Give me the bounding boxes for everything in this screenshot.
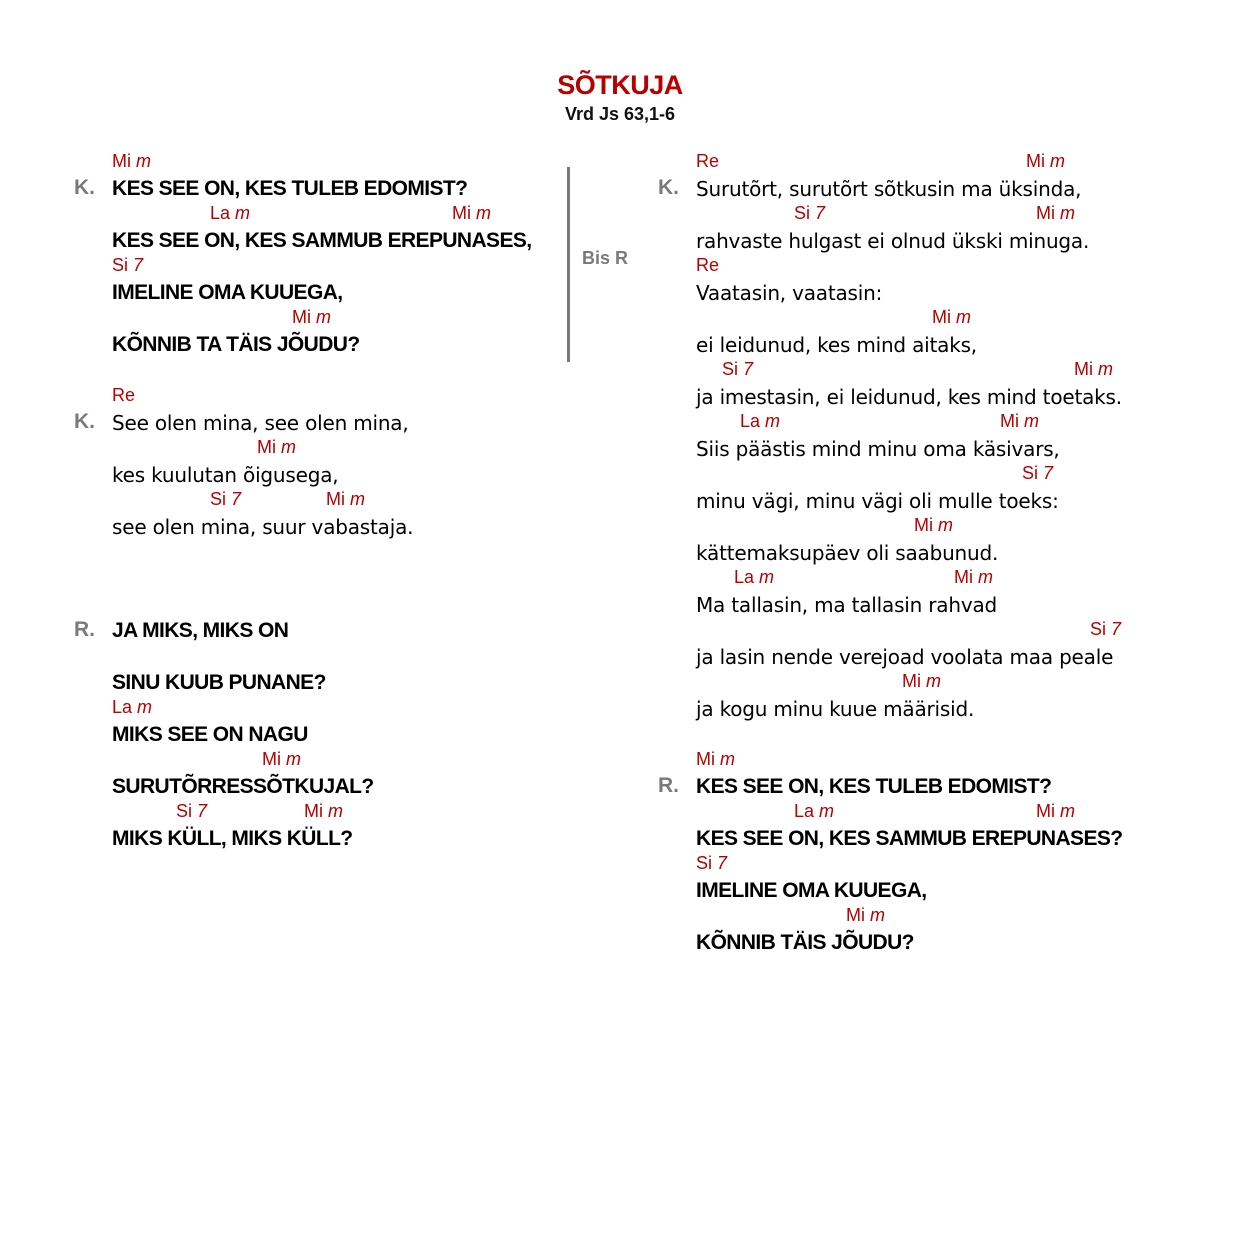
lyric-line: MIKS KÜLL, MIKS KÜLL? xyxy=(112,827,353,850)
lyric-line: minu vägi, minu vägi oli mulle toeks: xyxy=(696,489,1059,513)
chord-row xyxy=(112,800,574,826)
chord-row xyxy=(696,306,1218,332)
chord-root: Mi xyxy=(304,801,323,821)
chord-quality: 7 xyxy=(1043,463,1054,483)
section-label: K. xyxy=(74,176,95,199)
lyric-line: ja kogu minu kuue määrisid. xyxy=(696,697,975,721)
song-line xyxy=(696,670,1218,722)
lyric-line: KES SEE ON, KES TULEB EDOMIST? xyxy=(696,775,1052,798)
chord-quality: m xyxy=(956,307,972,327)
chord xyxy=(722,358,753,380)
lyric-line: KES SEE ON, KES TULEB EDOMIST? xyxy=(112,177,468,200)
lyric-line: SINU KUUB PUNANE? xyxy=(112,671,326,694)
chord-root: Mi xyxy=(932,307,951,327)
chord xyxy=(696,150,719,172)
chord-row xyxy=(112,644,574,670)
section-label: R. xyxy=(658,774,679,797)
lyric-line: ja imestasin, ei leidunud, kes mind toetaks. xyxy=(696,385,1122,409)
chord xyxy=(112,696,152,718)
chord-root: Mi xyxy=(902,671,921,691)
chord xyxy=(1036,800,1075,822)
chord-quality: m xyxy=(137,697,153,717)
chord-quality: m xyxy=(938,515,954,535)
chord-root: Si xyxy=(210,489,227,509)
chord xyxy=(696,852,727,874)
lyric-line: KES SEE ON, KES SAMMUB EREPUNASES? xyxy=(696,827,1123,850)
chord xyxy=(326,488,365,510)
left-block-3 xyxy=(74,592,574,852)
song-line xyxy=(696,150,1218,202)
chord-root: La xyxy=(210,203,231,223)
song-line xyxy=(696,748,1218,800)
chord xyxy=(292,306,331,328)
right-block-2 xyxy=(658,748,1218,956)
chord xyxy=(696,254,719,276)
chord xyxy=(902,670,941,692)
song-line xyxy=(112,696,574,748)
section-label: K. xyxy=(74,410,95,433)
chord xyxy=(262,748,301,770)
bis-bracket-line xyxy=(567,167,570,362)
song-line xyxy=(696,800,1218,852)
song-line xyxy=(696,410,1218,462)
chord-row xyxy=(696,852,1218,878)
chord-quality: m xyxy=(978,567,994,587)
lyric-line: rahvaste hulgast ei olnud ükski minuga. xyxy=(696,229,1090,253)
chord-row xyxy=(112,592,574,618)
chord-row xyxy=(112,488,574,514)
chord-quality: m xyxy=(1050,151,1066,171)
chord xyxy=(112,254,143,276)
chord-quality: m xyxy=(1060,801,1076,821)
chord-root: Re xyxy=(112,385,136,405)
left-column xyxy=(74,150,574,852)
chord-root: Re xyxy=(696,151,720,171)
chord-row xyxy=(696,670,1218,696)
chord-row xyxy=(112,150,574,176)
chord xyxy=(257,436,296,458)
chord-root: Si xyxy=(1090,619,1107,639)
chord-row xyxy=(112,696,574,722)
song-line xyxy=(696,462,1218,514)
chord xyxy=(1000,410,1039,432)
chord-root: La xyxy=(740,411,761,431)
chord-row xyxy=(696,202,1218,228)
chord xyxy=(932,306,971,328)
lyric-line: ja lasin nende verejoad voolata maa peale xyxy=(696,645,1114,669)
song-line xyxy=(696,254,1218,306)
chord-root: Mi xyxy=(452,203,471,223)
chord xyxy=(696,748,735,770)
song-line xyxy=(696,852,1218,904)
chord-row xyxy=(696,748,1218,774)
chord-quality: 7 xyxy=(743,359,754,379)
chord-root: Mi xyxy=(696,749,715,769)
song-line xyxy=(112,800,574,852)
chord-quality: m xyxy=(870,905,886,925)
song-line xyxy=(112,384,574,436)
song-line xyxy=(696,618,1218,670)
bis-label: Bis R xyxy=(582,248,629,268)
chord-row xyxy=(696,514,1218,540)
chord-root: Mi xyxy=(262,749,281,769)
chord-quality: m xyxy=(1098,359,1114,379)
chord xyxy=(1036,202,1075,224)
chord-quality: 7 xyxy=(717,853,728,873)
left-block-2 xyxy=(74,384,574,540)
chord-root: Si xyxy=(722,359,739,379)
chord-quality: m xyxy=(350,489,366,509)
chord-root: La xyxy=(734,567,755,587)
lyric-line: see olen mina, suur vabastaja. xyxy=(112,515,414,539)
chord-quality: m xyxy=(1024,411,1040,431)
song-line xyxy=(696,904,1218,956)
chord-root: Mi xyxy=(1036,801,1055,821)
chord-quality: 7 xyxy=(133,255,144,275)
chord xyxy=(210,488,241,510)
song-line xyxy=(112,592,574,644)
lyric-line: Ma tallasin, ma tallasin rahvad xyxy=(696,593,998,617)
chord-quality: m xyxy=(136,151,152,171)
chord-quality: m xyxy=(281,437,297,457)
song-line xyxy=(112,436,574,488)
chord xyxy=(914,514,953,536)
chord-root: Mi xyxy=(1026,151,1045,171)
chord xyxy=(954,566,993,588)
chord-row xyxy=(696,410,1218,436)
chord-root: Mi xyxy=(257,437,276,457)
lyric-line: ei leidunud, kes mind aitaks, xyxy=(696,333,977,357)
chord-row xyxy=(112,254,574,280)
chord-quality: m xyxy=(328,801,344,821)
chord-root: Mi xyxy=(1036,203,1055,223)
lyric-line: KES SEE ON, KES SAMMUB EREPUNASES, xyxy=(112,229,532,252)
left-block-1 xyxy=(74,150,574,358)
chord-root: Si xyxy=(112,255,129,275)
chord-root: Mi xyxy=(914,515,933,535)
chord-quality: 7 xyxy=(197,801,208,821)
chord-root: Mi xyxy=(954,567,973,587)
chord xyxy=(1022,462,1053,484)
lyric-line: Siis päästis mind minu oma käsivars, xyxy=(696,437,1060,461)
song-title: SÕTKUJA xyxy=(557,70,683,100)
chord-row xyxy=(112,384,574,410)
lyric-line: Vaatasin, vaatasin: xyxy=(696,281,883,305)
chord xyxy=(734,566,774,588)
lyric-line: MIKS SEE ON NAGU xyxy=(112,723,308,746)
chord-quality: m xyxy=(316,307,332,327)
chord-row xyxy=(112,748,574,774)
chord-root: Mi xyxy=(326,489,345,509)
right-block-1 xyxy=(658,150,1218,722)
chord xyxy=(1090,618,1121,640)
song-line xyxy=(696,566,1218,618)
lyric-line: See olen mina, see olen mina, xyxy=(112,411,409,435)
chord xyxy=(740,410,780,432)
song-line xyxy=(112,150,574,202)
lyric-line: IMELINE OMA KUUEGA, xyxy=(696,879,927,902)
chord-row xyxy=(696,566,1218,592)
chord-quality: 7 xyxy=(1111,619,1122,639)
chord-root: Si xyxy=(176,801,193,821)
chord xyxy=(846,904,885,926)
song-line xyxy=(112,488,574,540)
section-label: R. xyxy=(74,618,95,641)
song-line xyxy=(696,306,1218,358)
song-line xyxy=(112,306,574,358)
chord-row xyxy=(696,800,1218,826)
chord-root: La xyxy=(112,697,133,717)
lyric-line: KÕNNIB TA TÄIS JÕUDU? xyxy=(112,333,360,356)
chord-root: Mi xyxy=(112,151,131,171)
song-line xyxy=(696,514,1218,566)
lyric-line: JA MIKS, MIKS ON xyxy=(112,619,289,642)
chord xyxy=(112,150,151,172)
song-line xyxy=(112,202,574,254)
chord-quality: m xyxy=(235,203,251,223)
right-column xyxy=(658,150,1218,956)
lyric-line: IMELINE OMA KUUEGA, xyxy=(112,281,343,304)
chord xyxy=(1074,358,1113,380)
chord-row xyxy=(696,358,1218,384)
chord-quality: m xyxy=(759,567,775,587)
chord-row xyxy=(112,202,574,228)
chord-quality: m xyxy=(720,749,736,769)
chord xyxy=(452,202,491,224)
chord-row xyxy=(696,618,1218,644)
chord-root: Si xyxy=(696,853,713,873)
lyric-line: KÕNNIB TÄIS JÕUDU? xyxy=(696,931,914,954)
lyric-line: Surutõrt, surutõrt sõtkusin ma üksinda, xyxy=(696,177,1082,201)
chord-root: La xyxy=(794,801,815,821)
chord xyxy=(794,800,834,822)
section-label: K. xyxy=(658,176,679,199)
chord-row xyxy=(112,436,574,462)
chord-row xyxy=(696,904,1218,930)
chord-root: Mi xyxy=(1074,359,1093,379)
song-line xyxy=(696,202,1218,254)
chord-row xyxy=(696,254,1218,280)
chord-row xyxy=(696,150,1218,176)
chord-quality: m xyxy=(1060,203,1076,223)
chord-quality: m xyxy=(819,801,835,821)
lyric-line: kes kuulutan õigusega, xyxy=(112,463,339,487)
lyric-line: kättemaksupäev oli saabunud. xyxy=(696,541,999,565)
chord-root: Mi xyxy=(292,307,311,327)
song-line xyxy=(112,748,574,800)
chord-row xyxy=(112,306,574,332)
chord-quality: m xyxy=(765,411,781,431)
chord-quality: m xyxy=(286,749,302,769)
chord-row xyxy=(696,462,1218,488)
chord-quality: m xyxy=(926,671,942,691)
chord xyxy=(176,800,207,822)
lyric-line: SURUTÕRRESSÕTKUJAL? xyxy=(112,775,374,798)
chord-root: Mi xyxy=(1000,411,1019,431)
chord xyxy=(1026,150,1065,172)
chord-root: Re xyxy=(696,255,720,275)
song-line xyxy=(112,254,574,306)
scripture-reference: Vrd Js 63,1-6 xyxy=(564,104,676,124)
chord xyxy=(210,202,250,224)
song-line xyxy=(112,644,574,696)
chord-root: Si xyxy=(1022,463,1039,483)
chord-root: Si xyxy=(794,203,811,223)
chord-quality: m xyxy=(476,203,492,223)
chord-root: Mi xyxy=(846,905,865,925)
chord xyxy=(112,384,135,406)
chord xyxy=(794,202,825,224)
chord-quality: 7 xyxy=(815,203,826,223)
chord-quality: 7 xyxy=(231,489,242,509)
chord xyxy=(304,800,343,822)
song-line xyxy=(696,358,1218,410)
